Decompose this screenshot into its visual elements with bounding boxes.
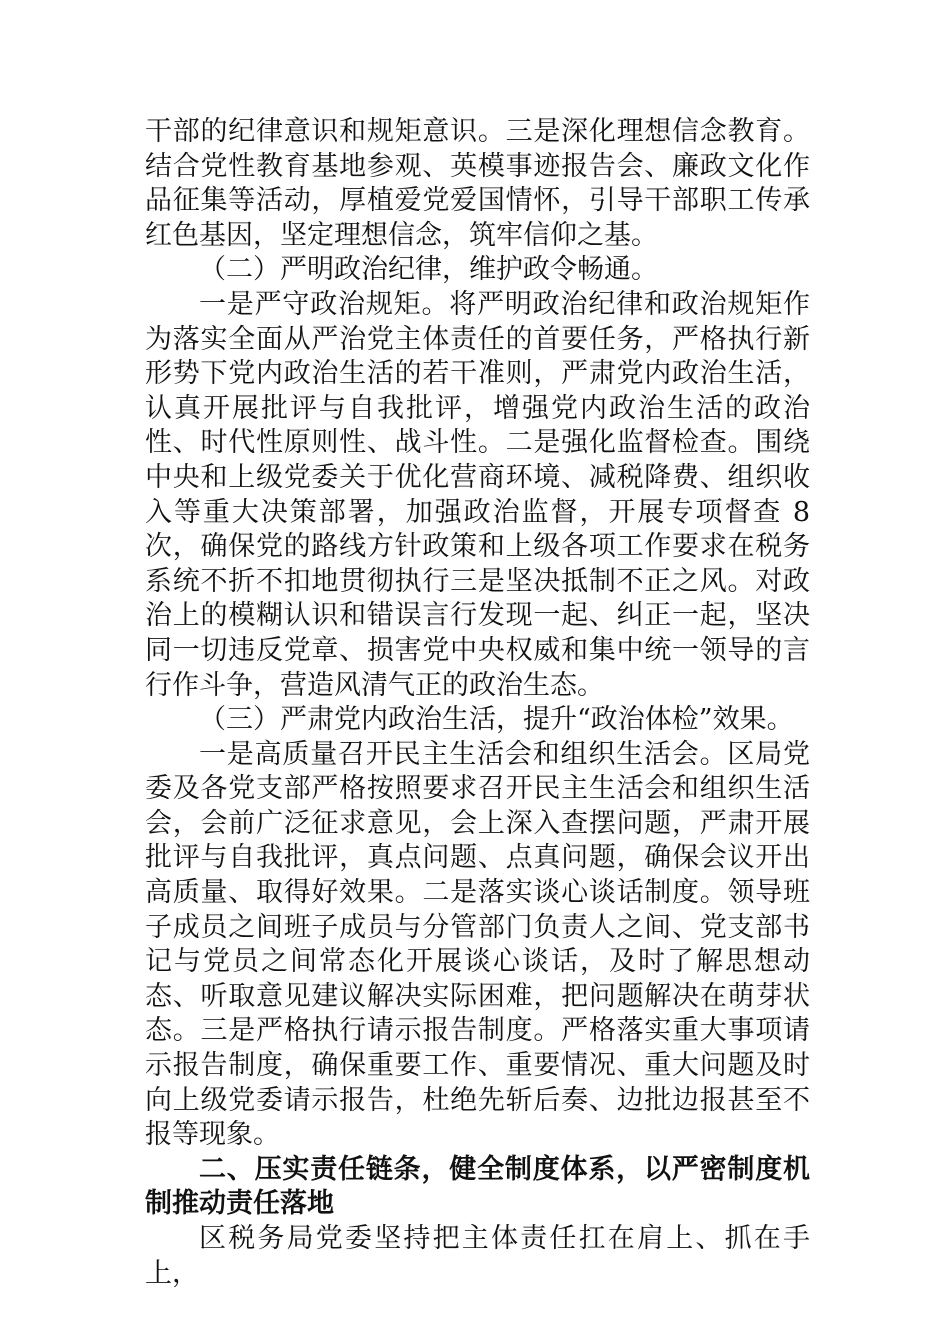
paragraph-political-rules: 一是严守政治规矩。将严明政治纪律和政治规矩作为落实全面从严治党主体责任的首要任务，严格执行新形势下党内政治生活的若干准则，严肃党内政治生活，认真开展批评与自我批评，增强党内政治生活的政治性、时代性原则性、战斗性。二是强化监督检查。围绕中央和上级党委关于优化营商环境、减税降费、组织收入等重大决策部署，加强政治监督，开展专项督查 8 次，确保党的路线方针政策和上级各项工作要求在税务系统不折不扣地贯彻执行三是坚决抵制不正之风。对政治上的模糊认识和错误言行发现一起、纠正一起，坚决同一切违反党章、损害党中央权威和集中统一领导的言行作斗争，营造风清气正的政治生态。: [145, 288, 810, 701]
document-body: [145, 115, 810, 1291]
paragraph-tax-bureau-responsibility: 区税务局党委坚持把主体责任扛在肩上、抓在手上，: [145, 1223, 810, 1289]
paragraph-democratic-life-meetings: 一是高质量召开民主生活会和组织生活会。区局党委及各党支部严格按照要求召开民主生活会和组织生活会，会前广泛征求意见，会上深入查摆问题，严肃开展批评与自我批评，真点问题、点真问题，确保会议开出高质量、取得好效果。二是落实谈心谈话制度。领导班子成员之间班子成员与分管部门负责人之间、党支部书记与党员之间常态化开展谈心谈话，及时了解思想动态、听取意见建议解决实际困难，把问题解决在萌芽状态。三是严格执行请示报告制度。严格落实重大事项请示报告制度，确保重要工作、重要情况、重大问题及时向上级党委请示报告，杜绝先斩后奏、边批边报甚至不报等现象。: [145, 738, 810, 1151]
subheading-party-political-life: （三）严肃党内政治生活，提升“政治体检”效果。: [199, 704, 794, 736]
section-heading-responsibility-chain: 二、压实责任链条，健全制度体系，以严密制度机制推动责任落地: [145, 1153, 810, 1220]
paragraph-ideal-belief-education: 干部的纪律意识和规矩意识。三是深化理想信念教育。结合党性教育基地参观、英模事迹报告会、廉政文化作品征集等活动，厚植爱党爱国情怀，引导干部职工传承红色基因，坚定理想信念，筑牢信仰之基。: [145, 116, 810, 251]
subheading-political-discipline: （二）严明政治纪律，维护政令畅通。: [199, 254, 658, 286]
